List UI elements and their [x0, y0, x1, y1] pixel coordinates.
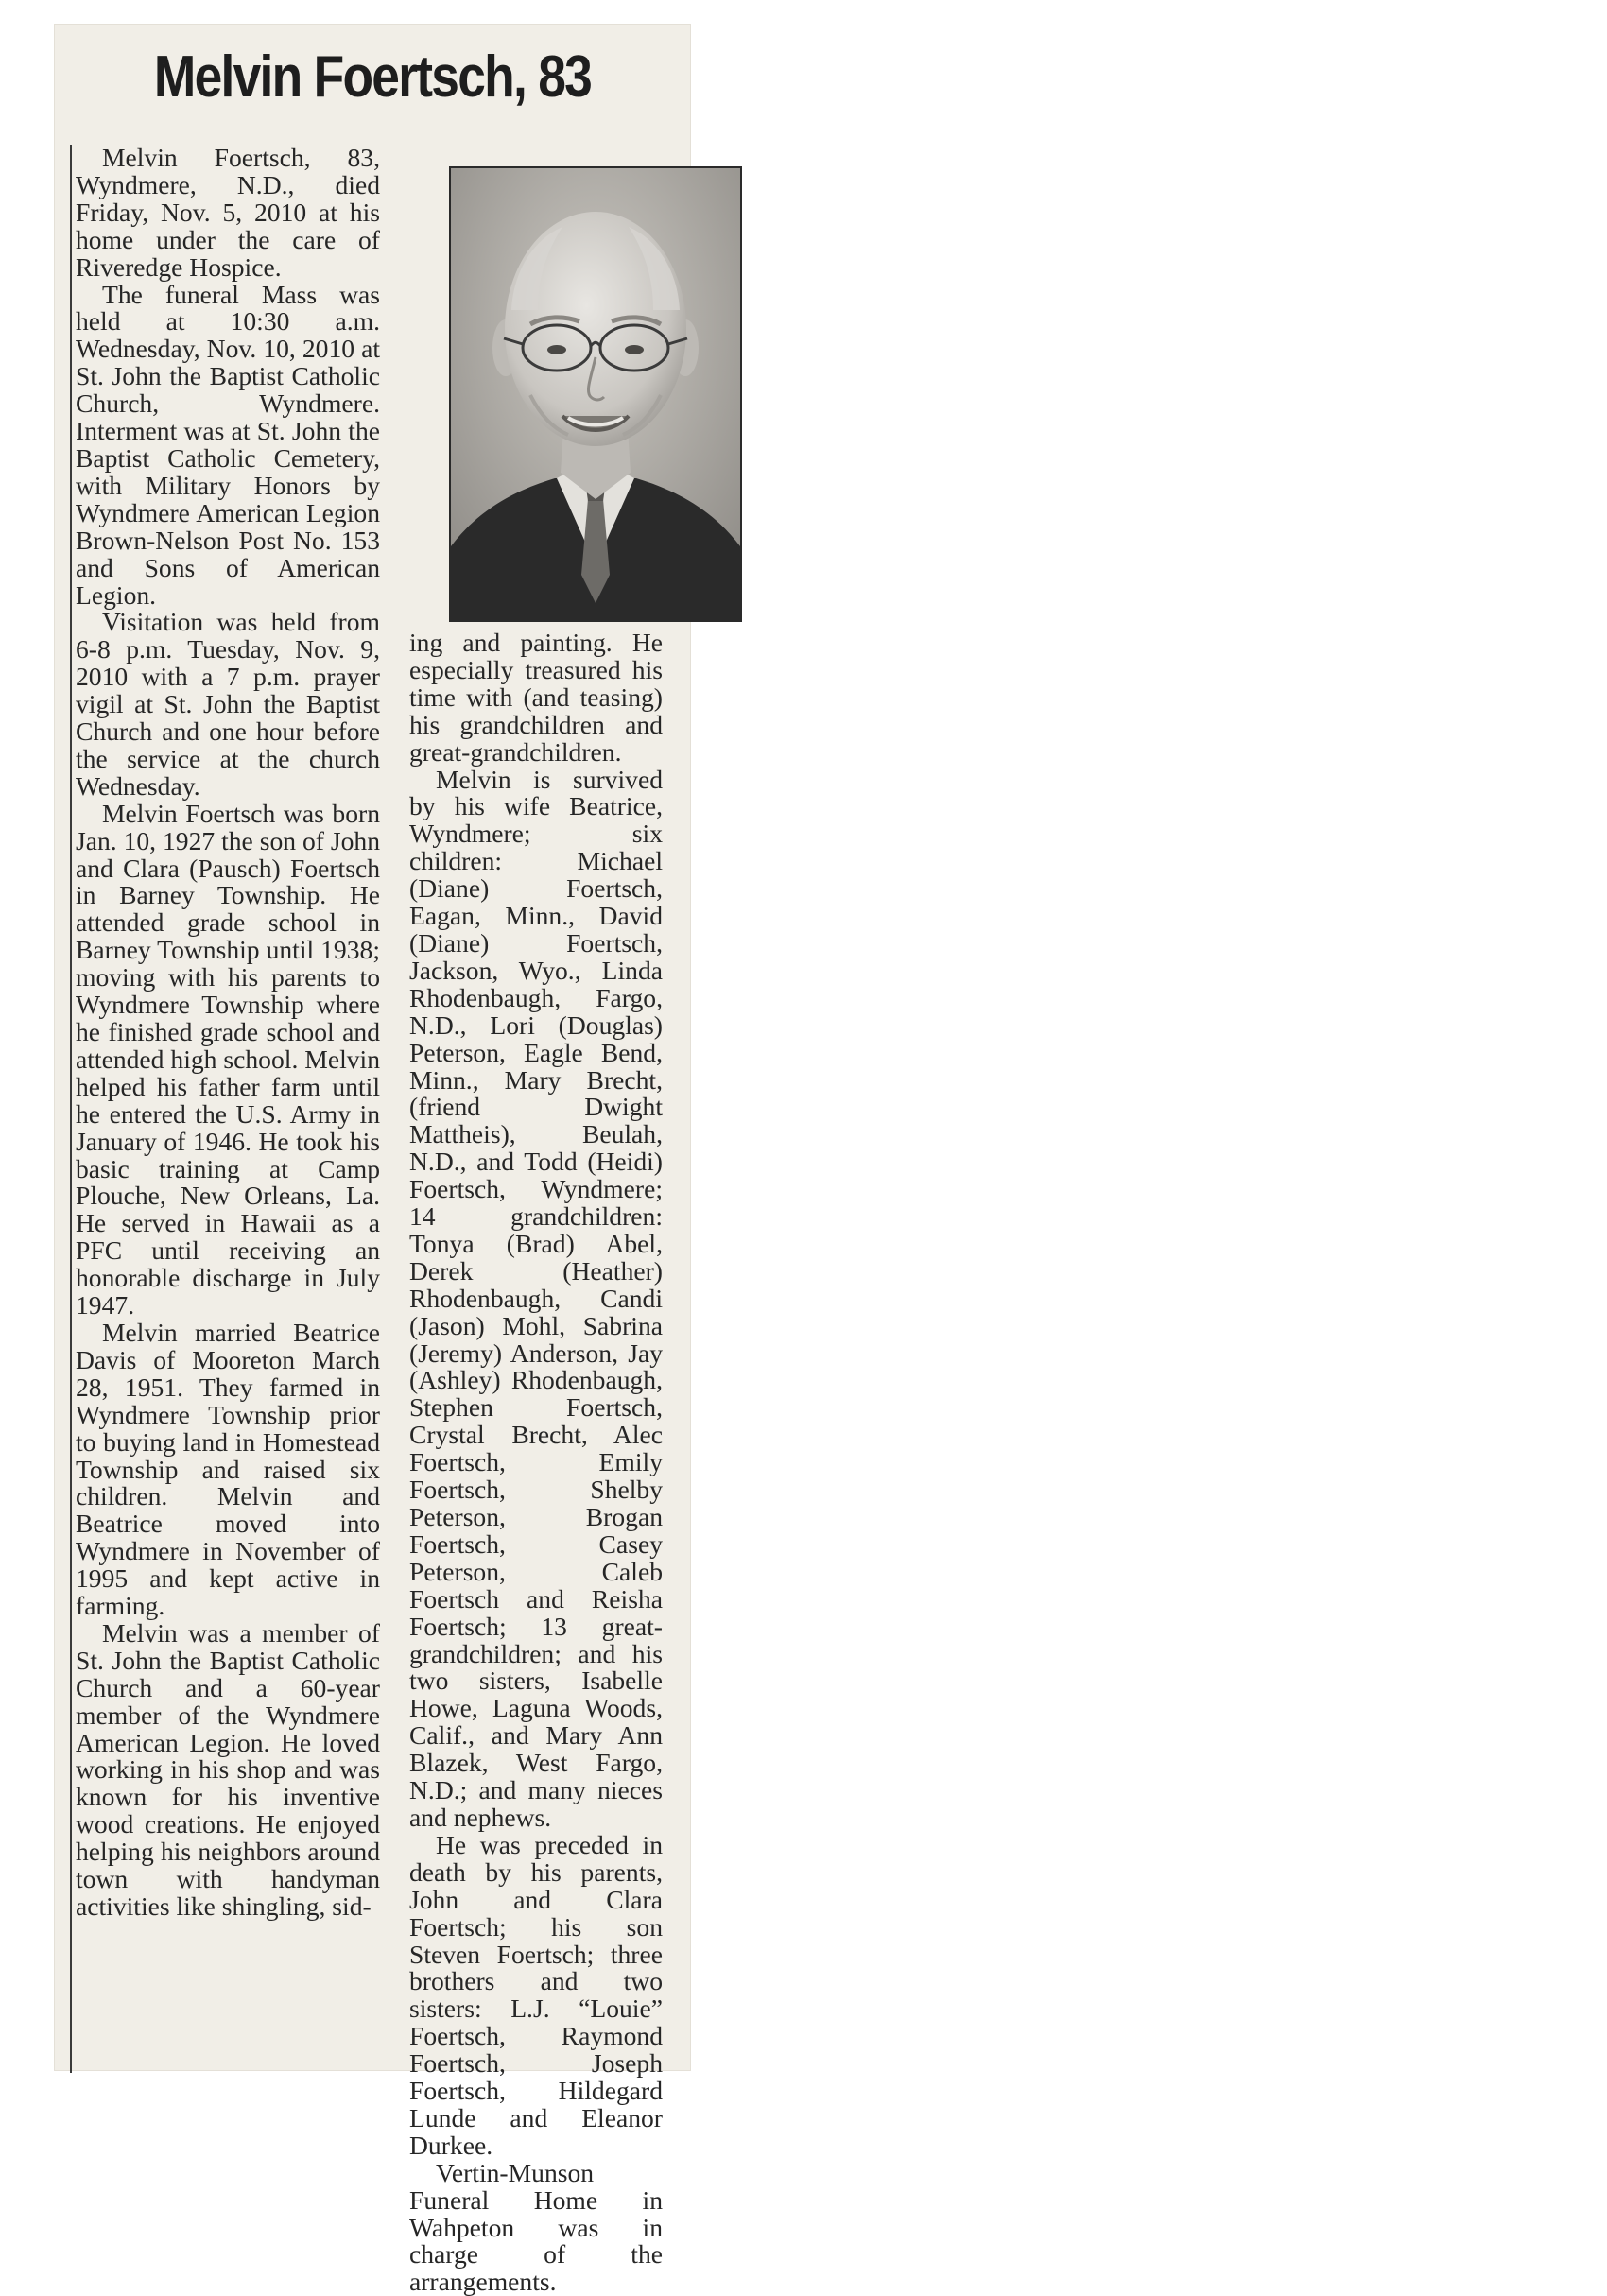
obituary-headline: Melvin Foertsch, 83: [153, 44, 592, 110]
paragraph-marriage: Melvin married Beatrice Davis of Mooreton March 28, 1951. They farmed in Wyndmere Township prior to buying land in Homestead Township and raised six children. Melvin and Beatrice moved into Wyndmere in November of 1995 and kept active in farming.: [76, 1317, 380, 1621]
obituary-clipping: [55, 25, 690, 2296]
paragraph-death-notice: Melvin Foertsch, 83, Wyndmere, N.D., died Friday, Nov. 5, 2010 at his home under the care of Riveredge Hospice.: [76, 143, 380, 282]
paragraph-arrangements: Vertin-Munson Funeral Home in Wahpeton was in charge of the arrangements.: [409, 2157, 663, 2296]
paragraph-community: Melvin was a member of St. John the Baptist Catholic Church and a 60-year member of the Wyndmere American Legion. He loved working in his shop and was known for his inventive wood creations. He enjoyed helping his neighbors around town with handyman activities like shingling, sid-: [76, 1617, 380, 1921]
paragraph-survivors: Melvin is survived by his wife Beatrice, Wyndmere; six children: Michael (Diane) Foertsch, Eagan, Minn., David (Diane) Foertsch, Jackson, Wyo., Linda Rhodenbaugh, Fargo, N.D., Lori (Douglas) Peterson, Eagle Bend, Minn., Mary Brecht, (friend Dwight Mattheis), Beulah, N.D., and Todd (Heidi) Foertsch, Wyndmere; 14 grandchildren: Tonya (Brad) Abel, Derek (Heather) Rhodenbaugh, Candi (Jason) Mohl, Sabrina (Jeremy) Anderson, Jay (Ashley) Rhodenbaugh, Stephen Foertsch, Crystal Brecht, Alec Foertsch, Emily Foertsch, Shelby Peterson, Brogan Foertsch, Casey Peterson, Caleb Foertsch and Reisha Foertsch; 13 great-grandchildren; and his two sisters, Isabelle Howe, Laguna Woods, Calif., and Mary Ann Blazek, West Fargo, N.D.; and many nieces and nephews.: [409, 764, 663, 1832]
paragraph-early-life: Melvin Foertsch was born Jan. 10, 1927 the son of John and Clara (Pausch) Foertsch in Barney Township. He attended grade school in Barney Township until 1938; moving with his parents to Wyndmere Township where he finished grade school and attended high school. Melvin helped his father farm until he entered the U.S. Army in January of 1946. He took his basic training at Camp Plouche, New Orleans, La. He served in Hawaii as a PFC until receiving an honorable discharge in July 1947.: [76, 798, 380, 1321]
paragraph-visitation: Visitation was held from 6-8 p.m. Tuesday, Nov. 9, 2010 with a 7 p.m. prayer vigil at St. John the Baptist Church and one hour before the service at the church Wednesday.: [76, 607, 380, 801]
paragraph-preceded-in-death: He was preceded in death by his parents, John and Clara Foertsch; his son Steven Foertsch; three brothers and two sisters: L.J. “Louie” Foertsch, Raymond Foertsch, Joseph Foertsch, Hildegard Lunde and Eleanor Durkee.: [409, 1829, 663, 2160]
obituary-column-left: [70, 145, 380, 2073]
portrait-photo: [449, 166, 742, 622]
portrait-illustration: [451, 168, 740, 620]
paragraph-funeral-mass: The funeral Mass was held at 10:30 a.m. Wednesday, Nov. 10, 2010 at St. John the Baptist Catholic Church, Wyndmere. Interment was at St. John the Baptist Catholic Cemetery, with Military Honors by Wyndmere American Legion Brown-Nelson Post No. 153 and Sons of American Legion.: [76, 279, 380, 610]
paragraph-hobbies: ing and painting. He especially treasured his time with (and teasing) his grandchildren and great-grandchildren.: [409, 628, 663, 767]
obituary-column-right: [409, 628, 663, 2296]
